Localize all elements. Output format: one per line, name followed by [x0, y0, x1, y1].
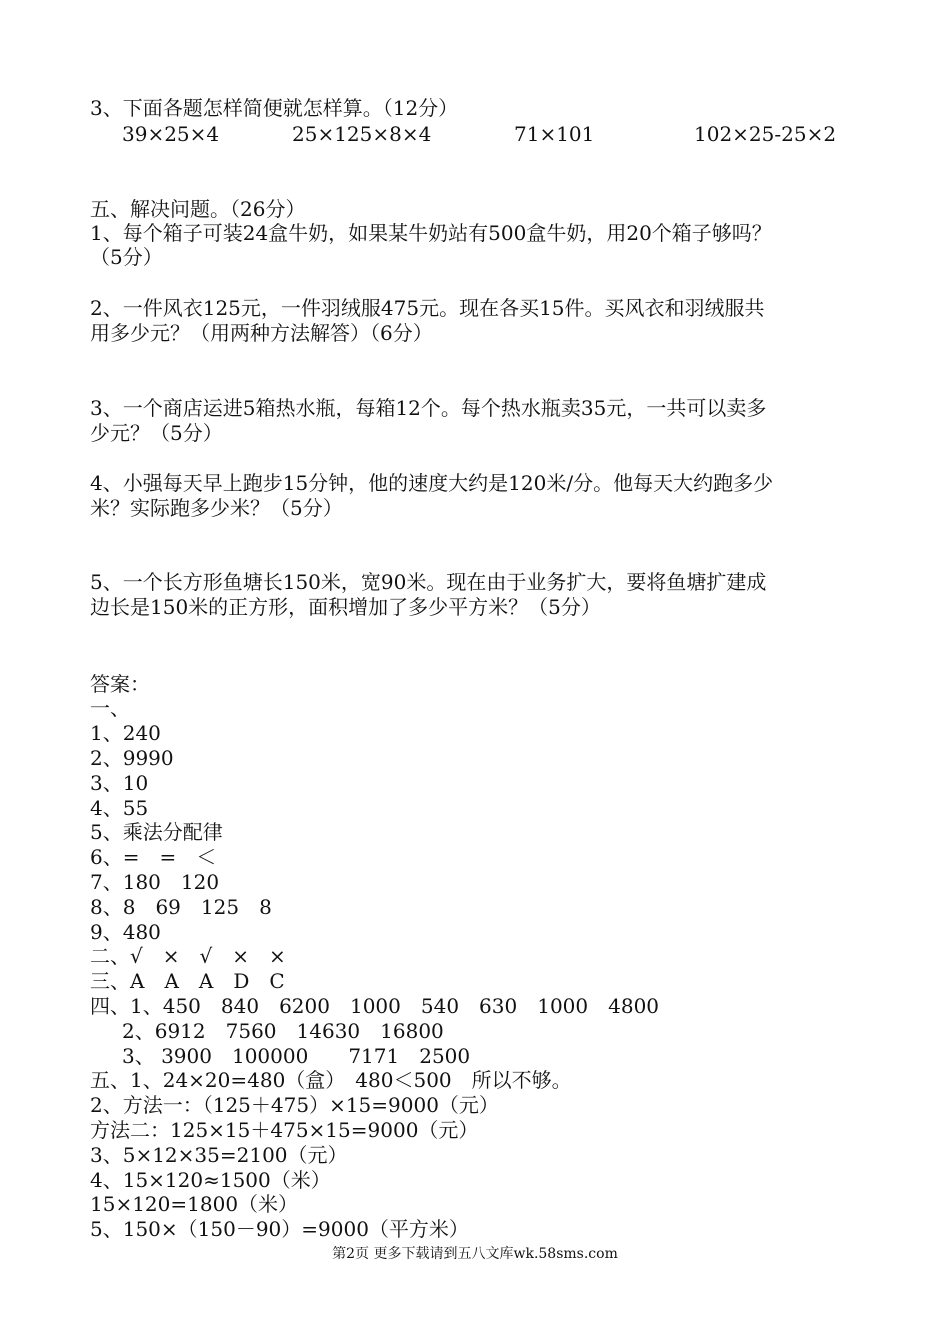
answer-line: 一、 — [90, 696, 130, 720]
answer-line: 6、= = ＜ — [90, 845, 217, 869]
answer-line: 4、15×120≈1500（米） — [90, 1168, 331, 1192]
question-1-line-1: 1、每个箱子可装24盒牛奶，如果某牛奶站有500盒牛奶，用20个箱子够吗？ — [90, 221, 772, 245]
question-2-line-2: 用多少元？（用两种方法解答）（6分） — [90, 321, 433, 345]
answer-line: 3、 3900 100000 7171 2500 — [122, 1044, 471, 1068]
answer-line: 二、√ × √ × × — [90, 944, 286, 968]
calc-problem-4: 102×25-25×2 — [694, 122, 837, 146]
question-4-line-2: 米？实际跑多少米？（5分） — [90, 496, 343, 520]
answer-line: 3、5×12×35=2100（元） — [90, 1143, 348, 1167]
answer-line: 3、10 — [90, 771, 149, 795]
question-2-line-1: 2、一件风衣125元，一件羽绒服475元。现在各买15件。买风衣和羽绒服共 — [90, 296, 765, 320]
question-5-line-2: 边长是150米的正方形，面积增加了多少平方米？（5分） — [90, 595, 601, 619]
answer-line: 5、乘法分配律 — [90, 820, 223, 844]
answer-line: 2、6912 7560 14630 16800 — [122, 1019, 444, 1043]
answer-line: 7、180 120 — [90, 870, 220, 894]
calc-problem-1: 39×25×4 — [122, 122, 220, 146]
answer-line: 1、240 — [90, 721, 161, 745]
question-4-line-1: 4、小强每天早上跑步15分钟，他的速度大约是120米/分。他每天大约跑多少 — [90, 471, 774, 495]
question-1-line-2: （5分） — [90, 245, 163, 269]
answer-line: 三、A A A D C — [90, 969, 285, 993]
answer-line: 2、9990 — [90, 746, 174, 770]
answers-title: 答案： — [90, 672, 150, 696]
answer-line: 15×120=1800（米） — [90, 1192, 299, 1216]
question-3-line-1: 3、一个商店运进5箱热水瓶，每箱12个。每个热水瓶卖35元，一共可以卖多 — [90, 396, 767, 420]
calc-problem-3: 71×101 — [514, 122, 595, 146]
answer-line: 4、55 — [90, 796, 149, 820]
answer-line: 8、8 69 125 8 — [90, 895, 272, 919]
answer-line: 四、1、450 840 6200 1000 540 630 1000 4800 — [90, 994, 660, 1018]
answer-line: 5、150×（150－90）=9000（平方米） — [90, 1217, 469, 1241]
page-footer: 第2页 更多下载请到五八文库wk.58sms.com — [332, 1246, 618, 1262]
answer-line: 方法二：125×15＋475×15=9000（元） — [90, 1118, 479, 1142]
question-5-line-1: 5、一个长方形鱼塘长150米，宽90米。现在由于业务扩大，要将鱼塘扩建成 — [90, 570, 767, 594]
answer-line: 9、480 — [90, 920, 161, 944]
answer-line: 五、1、24×20=480（盒） 480＜500 所以不够。 — [90, 1068, 572, 1092]
section3-heading: 3、下面各题怎样简便就怎样算。（12分） — [90, 96, 459, 120]
question-3-line-2: 少元？（5分） — [90, 421, 223, 445]
answer-line: 2、方法一：（125＋475）×15=9000（元） — [90, 1093, 499, 1117]
section5-heading: 五、解决问题。（26分） — [90, 197, 306, 221]
calc-problem-2: 25×125×8×4 — [292, 122, 432, 146]
